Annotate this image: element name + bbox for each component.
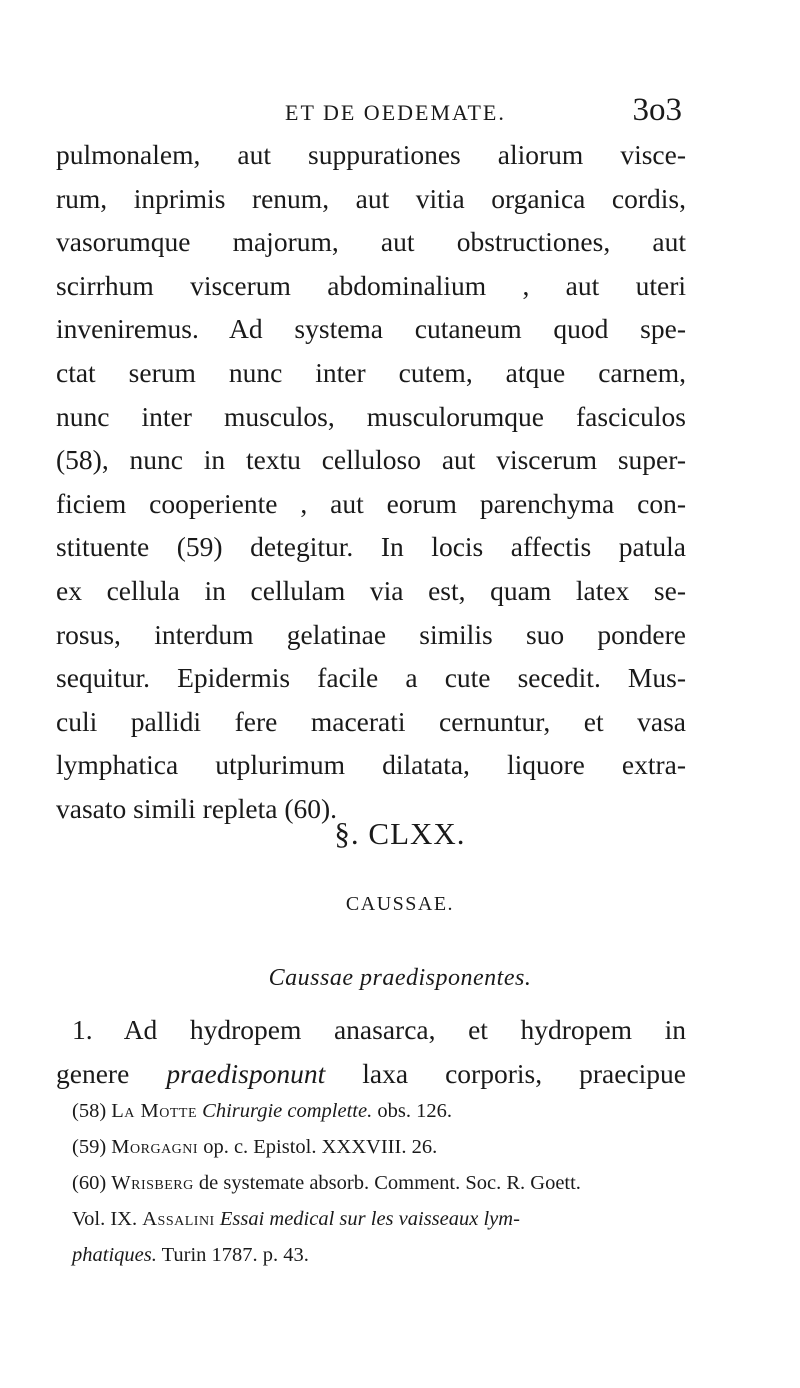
- footnote-text: Turin 1787. p. 43.: [156, 1244, 309, 1266]
- paragraph-1: [56, 133, 686, 831]
- text-line: scirrhum viscerum abdominalium , aut uteri: [56, 269, 686, 301]
- text-line: 1. Ad hydropem anasarca, et hydropem in: [72, 1014, 686, 1045]
- footnote-title: Essai medical sur les vaisseaux lym-: [214, 1208, 520, 1230]
- footnote-58: [72, 1093, 692, 1129]
- text-line: ex cellula in cellulam via est, quam latex se-: [56, 574, 686, 606]
- text-line: ficiem cooperiente , aut eorum parenchyma con-: [56, 487, 686, 519]
- footnote-text: obs. 126.: [372, 1100, 452, 1122]
- text-line: sequitur. Epidermis facile a cute secedit. Mus-: [56, 662, 686, 694]
- footnote-author: Wrisberg: [111, 1172, 194, 1194]
- footnote-text: Vol. IX.: [72, 1208, 143, 1230]
- footnote-author: Assalini: [142, 1208, 215, 1230]
- text-line: stituente (59) detegitur. In locis affectis patula: [56, 531, 686, 563]
- footnote-number: (58): [72, 1100, 107, 1122]
- paragraph-2: [56, 1008, 686, 1095]
- text-line: rum, inprimis renum, aut vitia organica cordis,: [56, 182, 686, 214]
- footnote-60-cont: [72, 1201, 692, 1237]
- text-segment: genere: [56, 1057, 167, 1089]
- footnote-title: phatiques.: [72, 1244, 157, 1266]
- text-line: vasato simili repleta (60).: [56, 792, 338, 824]
- footnote-text: de systemate absorb. Comment. Soc. R. Goett.: [193, 1172, 581, 1194]
- text-line: nunc inter musculos, musculorumque fasciculos: [56, 400, 686, 432]
- footnote-59: [72, 1129, 692, 1165]
- text-line: pulmonalem, aut suppurationes aliorum visce-: [56, 139, 686, 170]
- text-line: culi pallidi fere macerati cernuntur, et vasa: [56, 705, 686, 737]
- section-caption: CAUSSAE.: [345, 893, 455, 915]
- running-title: ET DE OEDEMATE.: [285, 100, 506, 125]
- text-line: rosus, interdum gelatinae similis suo pondere: [56, 618, 686, 650]
- footnote-author: La Motte: [111, 1100, 198, 1122]
- footnote-60-cont: [72, 1237, 692, 1273]
- text-line: lymphatica utplurimum dilatata, liquore extra-: [56, 749, 686, 781]
- footnote-60: [72, 1165, 692, 1201]
- text-line: ctat serum nunc inter cutem, atque carnem,: [56, 356, 686, 388]
- text-segment: laxa corporis, praecipue: [325, 1057, 686, 1089]
- text-line: inveniremus. Ad systema cutaneum quod spe-: [56, 313, 686, 345]
- section-subtitle: Caussae praedisponentes.: [268, 965, 532, 991]
- footnote-number: (60): [72, 1172, 107, 1194]
- page-header: [285, 92, 682, 136]
- text-line: (58), nunc in textu celluloso aut viscerum super-: [56, 444, 686, 476]
- footnote-number: (59): [72, 1136, 107, 1158]
- footnote-text: op. c. Epistol. XXXVIII. 26.: [198, 1136, 438, 1158]
- footnote-title: Chirurgie complette.: [202, 1100, 373, 1122]
- italic-term: praedisponunt: [166, 1057, 326, 1089]
- footnotes: [72, 1093, 692, 1273]
- section-title: §. CLXX.: [334, 816, 466, 851]
- text-line: vasorumque majorum, aut obstructiones, aut: [56, 226, 686, 258]
- footnote-author: Morgagni: [111, 1136, 199, 1158]
- text-line: [56, 1052, 686, 1096]
- page-number: 3o3: [632, 92, 682, 128]
